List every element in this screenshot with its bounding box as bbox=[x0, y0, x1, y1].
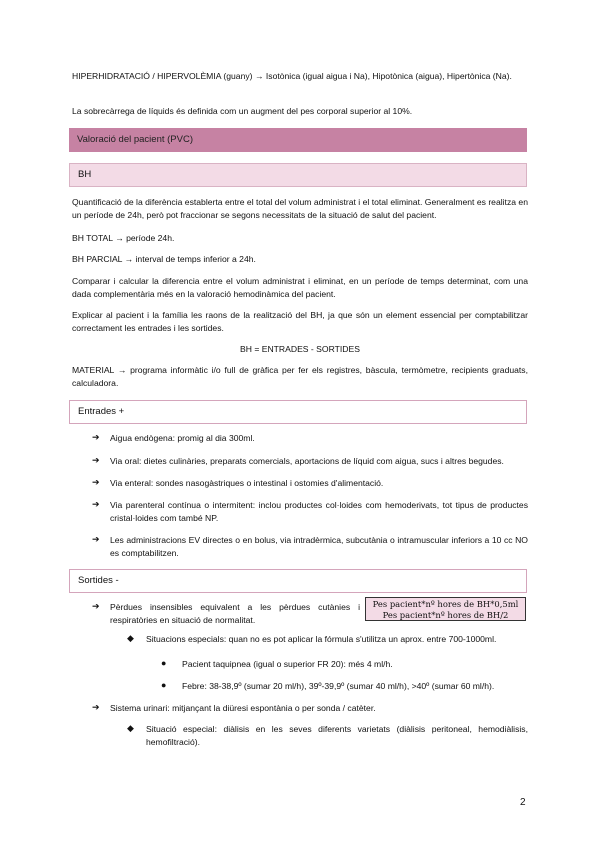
sortides-taquipnea: Pacient taquipnea (igual o superior FR 20): més 4 ml/h. bbox=[182, 659, 393, 669]
arrow-bullet-icon: ➔ bbox=[92, 601, 100, 611]
sobrecarrega-paragraph: La sobrecàrrega de líquids és definida com un augment del pes corporal superior al 10%. bbox=[72, 106, 413, 116]
bh-total: BH TOTAL → període 24h. bbox=[72, 233, 175, 243]
dot-bullet-icon: ● bbox=[161, 658, 167, 668]
sortides-especial: Situació especial: diàlisis en les seves diferents varietats (diàlisis peritoneal, hemodiàlisis, hemofiltració). bbox=[146, 724, 528, 747]
sortides-febre: Febre: 38-38,9º (sumar 20 ml/h), 39º-39,9º (sumar 40 ml/h), >40º (sumar 60 ml/h). bbox=[182, 681, 495, 691]
arrow-bullet-icon: ➔ bbox=[92, 499, 100, 509]
section-header-valoracio: Valoració del pacient (PVC) bbox=[69, 128, 527, 152]
subsection-header-bh: BH bbox=[69, 163, 527, 187]
arrow-bullet-icon: ➔ bbox=[92, 702, 100, 712]
page-number: 2 bbox=[520, 797, 526, 808]
sortides-perdues: Pèrdues insensibles equivalent a les pèrdues cutànies i respiratòries en situació de normalitat. bbox=[110, 602, 360, 625]
entrades-item-oral: Via oral: dietes culinàries, preparats comercials, aportacions de líquid com aigua, sucs i altres begudes. bbox=[110, 456, 504, 466]
arrow-bullet-icon: ➔ bbox=[92, 477, 100, 487]
entrades-item-parenteral: Via parenteral contínua o intermitent: inclou productes col·loides com hemoderivats, tot tipus de productes cristal·loides com també NP. bbox=[110, 500, 528, 523]
sortides-urinari: Sistema urinari: mitjançant la diüresi espontània o per sonda / catèter. bbox=[110, 703, 376, 713]
entrades-header: Entrades + bbox=[69, 400, 527, 424]
arrow-bullet-icon: ➔ bbox=[92, 432, 100, 442]
diamond-bullet-icon: ◆ bbox=[127, 633, 134, 643]
diamond-bullet-icon: ◆ bbox=[127, 723, 134, 733]
bh-material: MATERIAL → programa informàtic i/o full de gràfica per fer els registres, bàscula, termòmetre, recipients graduats, calculadora. bbox=[72, 365, 528, 388]
bh-definition: Quantificació de la diferència establerta entre el total del volum administrat i el total eliminat. Generalment es realitza en un període de 24h, però pot fraccionar se segons necessitats de la situació de salut del pacient. bbox=[72, 197, 528, 220]
arrow-bullet-icon: ➔ bbox=[92, 455, 100, 465]
formula-box bbox=[365, 597, 526, 621]
bh-comparar: Comparar i calcular la diferencia entre el volum administrat i eliminat, en un període de temps determinat, com una dada complementària més en la valoració hemodinàmica del pacient. bbox=[72, 276, 528, 299]
sortides-situacions: Situacions especials: quan no es pot aplicar la fórmula s'utilitza un aprox. entre 700-1000ml. bbox=[146, 634, 497, 644]
entrades-item-ev: Les administracions EV directes o en bolus, via intradèrmica, subcutània o intramuscular inferiors a 10 cc NO es comptabilitzen. bbox=[110, 535, 528, 558]
entrades-item-aigua: Aigua endògena: promig al dia 300ml. bbox=[110, 433, 255, 443]
sortides-header: Sortides - bbox=[69, 569, 527, 593]
arrow-bullet-icon: ➔ bbox=[92, 534, 100, 544]
entrades-item-enteral: Via enteral: sondes nasogàstriques o intestinal i ostomies d'alimentació. bbox=[110, 478, 384, 488]
bh-explicar: Explicar al pacient i la família les raons de la realització del BH, ja que són un element essencial per comptabilitzar correctament les entrades i les sortides. bbox=[72, 310, 528, 333]
bh-formula: BH = ENTRADES - SORTIDES bbox=[240, 344, 360, 354]
bh-parcial: BH PARCIAL → interval de temps inferior a 24h. bbox=[72, 254, 256, 264]
formula-line-2: Pes pacient*nº hores de BH/2 bbox=[382, 610, 509, 620]
dot-bullet-icon: ● bbox=[161, 680, 167, 690]
hiperhidratacio-paragraph: HIPERHIDRATACIÓ / HIPERVOLÈMIA (guany) → Isotònica (igual aigua i Na), Hipotònica (aigua), Hipertònica (Na). bbox=[72, 71, 512, 81]
formula-line-1: Pes pacient*nº hores de BH*0,5ml bbox=[372, 599, 519, 609]
